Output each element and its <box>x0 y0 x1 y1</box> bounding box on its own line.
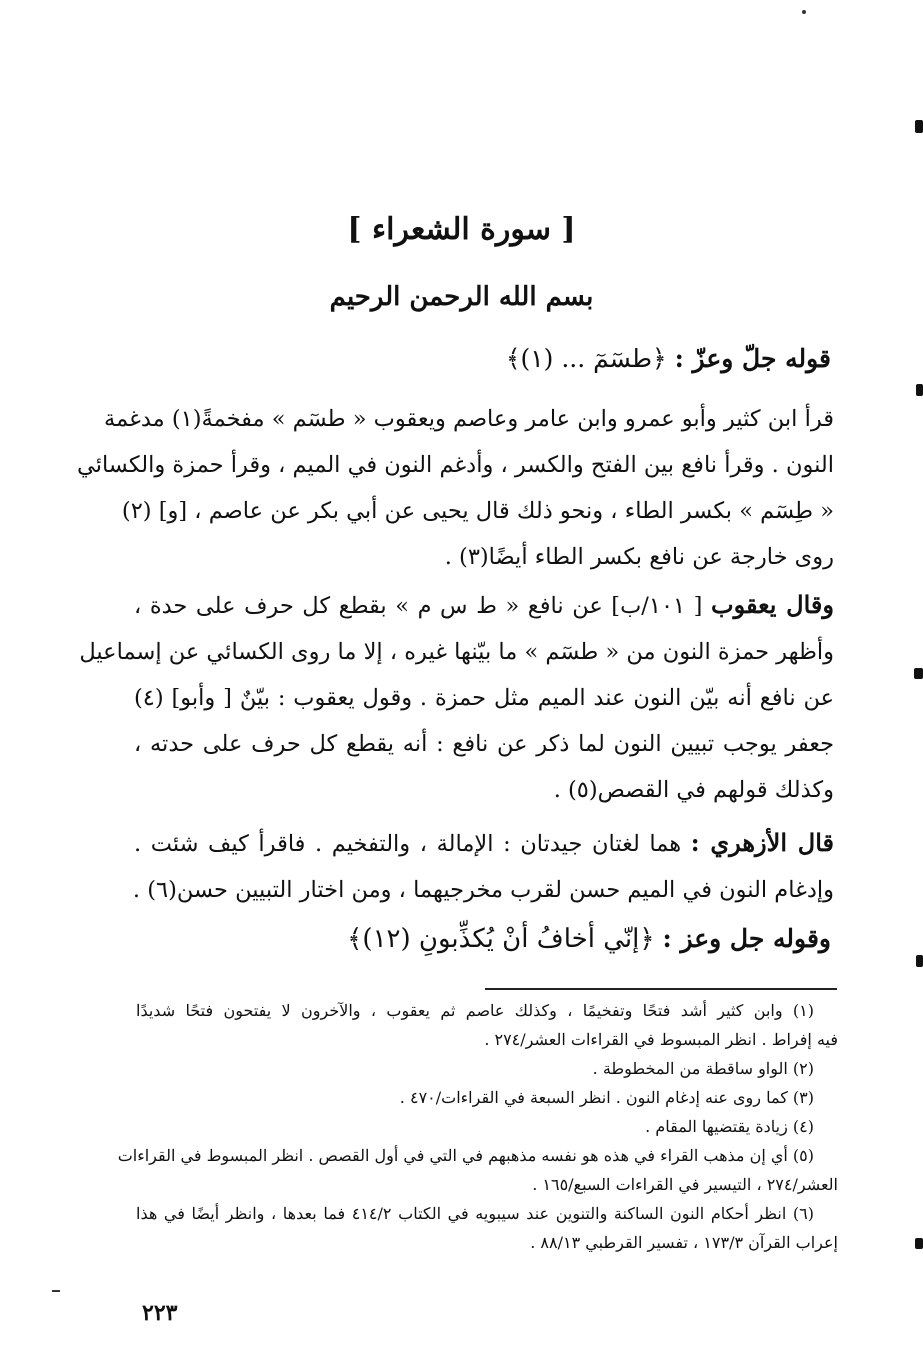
scan-mark <box>916 955 923 967</box>
scan-mark <box>916 384 923 396</box>
scan-dash <box>52 1290 60 1292</box>
footnote-line: (٤) زيادة يقتضيها المقام . <box>645 1117 814 1136</box>
paragraph-1 <box>76 396 834 580</box>
footnote-line: إعراب القرآن ١٧٣/٣ ، تفسير القرطبي ٨٨/١٣ . <box>530 1233 838 1252</box>
text-line: « طِسٓم » بكسر الطاء ، ونحو ذلك قال يحيى عن أبي بكر عن عاصم ، [و] (٢) <box>121 498 834 524</box>
verse-lead: قوله جلّ وعزّ : <box>674 344 831 373</box>
footnote-line: (٢) الواو ساقطة من المخطوطة . <box>592 1059 814 1078</box>
scan-dot <box>802 10 806 14</box>
verse-heading-2 <box>347 924 831 954</box>
basmala: بسم الله الرحمن الرحيم <box>329 282 594 312</box>
verse-lead: وقوله جل وعز : <box>662 924 831 953</box>
scan-mark <box>915 120 923 133</box>
text-line: وقال يعقوب [ ١٠١/ب] عن نافع « ط س م » بقطع كل حرف على حدة ، <box>134 590 834 619</box>
text-line: قال الأزهري : هما لغتان جيدتان : الإمالة ، والتفخيم . فاقرأ كيف شئت . <box>134 828 835 857</box>
surah-title: [ سورة الشعراء ] <box>347 212 576 247</box>
text-line: وكذلك قولهم في القصص(٥) . <box>553 777 834 803</box>
footnote-separator <box>485 988 837 990</box>
text-line: جعفر يوجب تبيين النون لما ذكر عن نافع : أنه يقطع كل حرف على حدته ، <box>134 731 834 757</box>
paragraph-lead: وقال يعقوب <box>711 590 834 619</box>
text-line: عن نافع أنه بيّن النون عند الميم مثل حمزة . وقول يعقوب : بيّنٌ [ وأبو] (٤) <box>134 685 834 711</box>
footnote-line: فيه إفراط . انظر المبسوط في القراءات العشر/٢٧٤ . <box>484 1030 838 1049</box>
footnote-line: (٣) كما روى عنه إدغام النون . انظر السبعة في القراءات/٤٧٠ . <box>399 1088 814 1107</box>
paragraph-3 <box>134 820 834 913</box>
quran-verse: ﴿طسٓمٓ ... (١)﴾ <box>505 344 667 373</box>
quran-verse: ﴿إنّي أخافُ أنْ يُكذِّبونِ (١٢)﴾ <box>347 924 655 954</box>
scan-mark <box>914 668 923 679</box>
footnote-line: العشر/٢٧٤ ، التيسير في القراءات السبع/١٦٥ . <box>532 1175 838 1194</box>
footnote-line: (٦) انظر أحكام النون الساكنة والتنوين عند سيبويه في الكتاب ٤١٤/٢ فما بعدها ، وانظر أيضًا في هذا <box>136 1204 814 1223</box>
text-line: وإدغام النون في الميم حسن لقرب مخرجيهما ، ومن اختار التبيين حسن(٦) . <box>132 877 834 903</box>
text-line: وأظهر حمزة النون من « طسٓم » ما بيّنها غيره ، إلا ما روى الكسائي عن إسماعيل <box>79 639 834 665</box>
footnote-line: (١) وابن كثير أشد فتحًا وتفخيمًا ، وكذلك عاصم ثم يعقوب ، والآخرون لا يفتحون فتحًا شديدًا <box>136 1001 814 1020</box>
footnote-line: (٥) أي إن مذهب القراء في هذه هو نفسه مذهبهم في التي في أول القصص . انظر المبسوط في القراءات <box>117 1146 814 1165</box>
verse-heading-1 <box>506 344 831 373</box>
text-line: النون . وقرأ نافع بين الفتح والكسر ، وأدغم النون في الميم ، وقرأ حمزة والكسائي <box>76 452 834 478</box>
paragraph-lead: قال الأزهري : <box>690 828 835 857</box>
page-number: ٢٢٣ <box>142 1300 178 1326</box>
text-line: روى خارجة عن نافع بكسر الطاء أيضًا(٣) . <box>444 544 834 570</box>
footnotes <box>117 996 838 1257</box>
paragraph-2 <box>79 582 834 813</box>
text-line: قرأ ابن كثير وأبو عمرو وابن عامر وعاصم ويعقوب « طسٓم » مفخمةً(١) مدغمة <box>104 406 834 432</box>
scan-mark <box>915 1238 923 1249</box>
